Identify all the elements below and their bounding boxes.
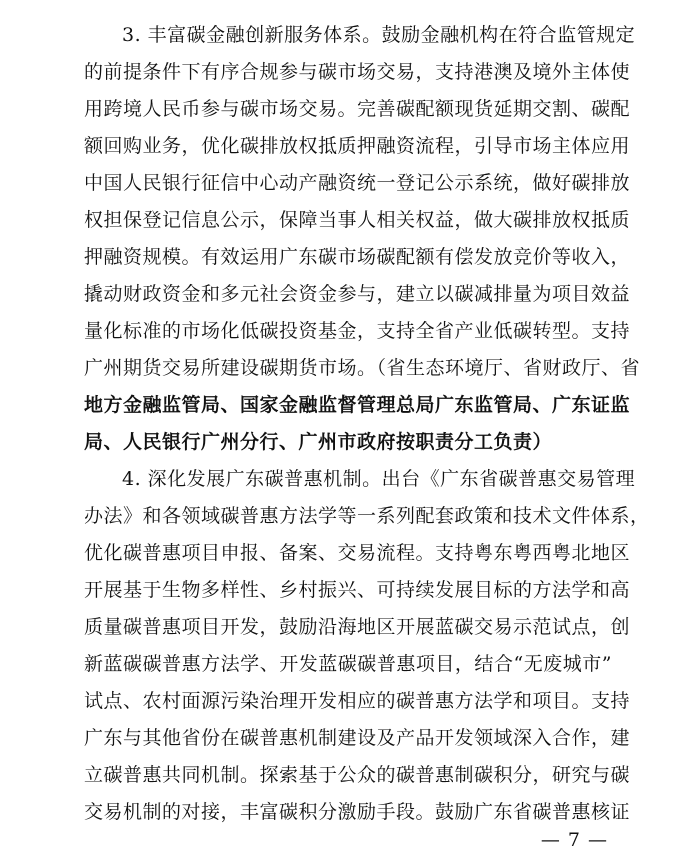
text-line: 的前提条件下有序合规参与碳市场交易，支持港澳及境外主体使 <box>84 61 631 83</box>
text-line: 立碳普惠共同机制。探索基于公众的碳普惠制碳积分，研究与碳 <box>84 764 631 786</box>
text-line: 撬动财政资金和多元社会资金参与，建立以碳减排量为项目效益 <box>84 283 631 305</box>
text-line: 中国人民银行征信中心动产融资统一登记公示系统，做好碳排放 <box>84 172 631 194</box>
text-line: 优化碳普惠项目申报、备案、交易流程。支持粤东粤西粤北地区 <box>84 542 631 564</box>
text-line: 广东与其他省份在碳普惠机制建设及产品开发领域深入合作，建 <box>84 727 631 749</box>
text-line: 地方金融监管局、国家金融监督管理总局广东监管局、广东证监 <box>84 394 631 416</box>
text-line: 质量碳普惠项目开发，鼓励沿海地区开展蓝碳交易示范试点，创 <box>84 616 631 638</box>
text-line: 用跨境人民币参与碳市场交易。完善碳配额现货延期交割、碳配 <box>84 98 631 120</box>
text-line: 额回购业务，优化碳排放权抵质押融资流程，引导市场主体应用 <box>84 135 631 157</box>
text-line: 量化标准的市场化低碳投资基金，支持全省产业低碳转型。支持 <box>84 320 631 342</box>
text-line: 4. 深化发展广东碳普惠机制。出台《广东省碳普惠交易管理 <box>122 468 636 490</box>
page-number: — 7 — <box>540 829 608 851</box>
text-line: 广州期货交易所建设碳期货市场。（省生态环境厅、省财政厅、省 <box>84 357 641 379</box>
text-line: 开展基于生物多样性、乡村振兴、可持续发展目标的方法学和高 <box>84 579 631 601</box>
text-line: 试点、农村面源污染治理开发相应的碳普惠方法学和项目。支持 <box>84 690 631 712</box>
text-line: 交易机制的对接，丰富碳积分激励手段。鼓励广东省碳普惠核证 <box>84 801 631 823</box>
text-line: 办法》和各领域碳普惠方法学等一系列配套政策和技术文件体系， <box>84 505 650 527</box>
text-line: 权担保登记信息公示，保障当事人相关权益，做大碳排放权抵质 <box>84 209 631 231</box>
text-line: 新蓝碳碳普惠方法学、开发蓝碳碳普惠项目，结合“无废城市” <box>84 653 612 675</box>
text-line: 押融资规模。有效运用广东碳市场碳配额有偿发放竞价等收入， <box>84 246 631 268</box>
text-line: 3. 丰富碳金融创新服务体系。鼓励金融机构在符合监管规定 <box>122 24 636 46</box>
text-line: 局、人民银行广州分行、广州市政府按职责分工负责） <box>84 431 553 453</box>
